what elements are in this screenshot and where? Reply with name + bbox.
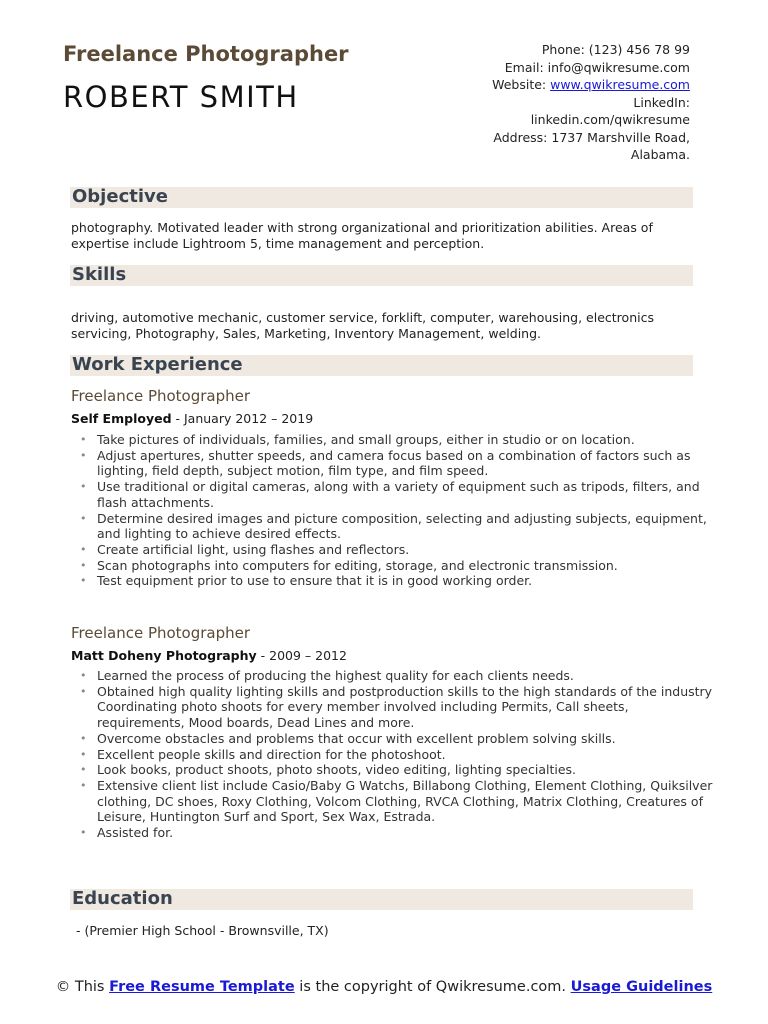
skills-heading: Skills [72,264,127,285]
contact-phone: Phone: (123) 456 78 99 [541,42,690,57]
footer-middle: is the copyright of Qwikresume.com. [294,979,571,995]
list-item: • Scan photographs into computers for editing, storage, and electronic transmission. [97,558,717,574]
usage-guidelines-link[interactable]: Usage Guidelines [570,979,713,995]
job-1-company: Self Employed [71,411,172,426]
job-1-bullets [78,432,717,589]
copyright-footer [0,979,768,996]
job-2-company: Matt Doheny Photography [71,648,257,663]
list-item: • Overcome obstacles and problems that occur with excellent problem solving skills. [97,731,717,747]
skills-section-bar [70,265,693,286]
website-link[interactable]: www.qwikresume.com [550,77,690,92]
contact-linkedin-label: LinkedIn: [633,94,690,110]
list-item: • Create artificial light, using flashes and reflectors. [97,542,717,558]
objective-heading: Objective [72,186,168,207]
job-2-title: Freelance Photographer [71,624,251,642]
job-1-dates: - January 2012 – 2019 [171,411,314,426]
list-item: • Take pictures of individuals, families, and small groups, either in studio or on location. [97,432,717,448]
education-heading: Education [72,888,173,909]
job-1-title: Freelance Photographer [71,387,251,405]
education-text: - (Premier High School - Brownsville, TX) [76,923,329,938]
job-2-meta [71,648,347,663]
objective-text: photography. Motivated leader with strong organizational and prioritization abilities. Areas of expertise include Lightroom 5, time management and perception. [71,220,653,251]
job-2-dates: - 2009 – 2012 [256,648,347,663]
contact-email: Email: info@qwikresume.com [504,59,690,75]
footer-prefix: © This [55,979,110,995]
list-item: • Look books, product shoots, photo shoots, video editing, lighting specialties. [97,762,717,778]
list-item: • Adjust apertures, shutter speeds, and camera focus based on a combination of factors such as lighting, field depth, subject motion, film type, and film speed. [97,448,717,479]
candidate-name: ROBERT SMITH [63,80,299,114]
contact-linkedin-value: linkedin.com/qwikresume [530,112,690,127]
list-item: • Assisted for. [97,825,717,841]
list-item: • Extensive client list include Casio/Baby G Watchs, Billabong Clothing, Element Clothing, Quiksilver clothing, DC shoes, Roxy Clothing, Volcom Clothing, RVCA Clothing, Matrix Clothing, Creatures of Leisure, Huntington Surf and Sport, Sex Wax, Estrada. [97,778,717,825]
work-heading: Work Experience [72,354,243,375]
list-item: • Excellent people skills and direction for the photoshoot. [97,747,717,763]
list-item: • Test equipment prior to use to ensure that it is in good working order. [97,573,717,589]
list-item: • Use traditional or digital cameras, along with a variety of equipment such as tripods, filters, and flash attachments. [97,479,717,510]
header-position: Freelance Photographer [63,42,349,66]
job-1-meta [71,411,313,426]
contact-block [430,41,690,164]
free-resume-template-link[interactable]: Free Resume Template [109,979,295,995]
skills-text: driving, automotive mechanic, customer service, forklift, computer, warehousing, electronics servicing, Photography, Sales, Marketing, Inventory Management, welding. [71,310,654,341]
contact-website [430,76,690,94]
list-item: • Learned the process of producing the highest quality for each clients needs. [97,668,717,684]
contact-address-line2: Alabama. [630,147,690,162]
contact-address-line1: Address: 1737 Marshville Road, [493,129,690,145]
list-item: • Obtained high quality lighting skills and postproduction skills to the high standards of the industry Coordinating photo shoots for every member involved including Permits, Call sheets, requirements, Mood boards, Dead Lines and more. [97,684,717,731]
list-item: • Determine desired images and picture composition, selecting and adjusting subjects, equipment, and lighting to achieve desired effects. [97,511,717,542]
website-label: Website: [492,77,551,92]
job-2-bullets [78,668,717,841]
